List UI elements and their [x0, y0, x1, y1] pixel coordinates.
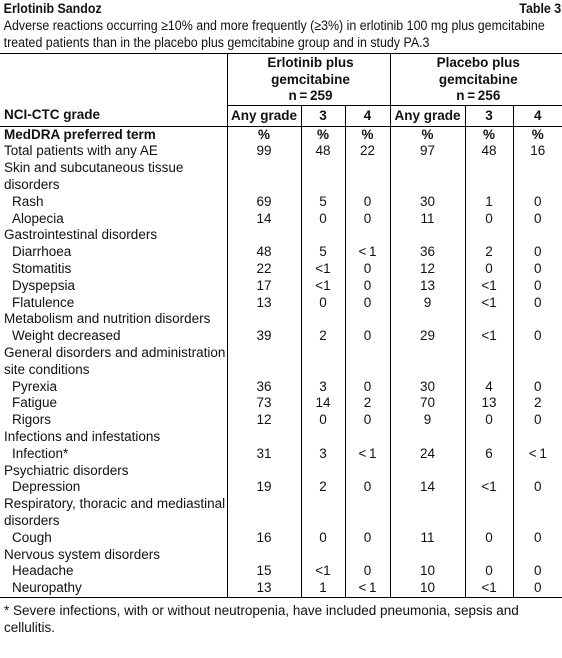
erlotinib-any-grade-header: Any grade — [227, 105, 301, 126]
value-cell: 17 — [227, 278, 301, 295]
value-cell: 13 — [390, 278, 465, 295]
row-label: Diarrhoea — [12, 244, 72, 260]
value-cell: 1 — [465, 194, 513, 211]
category-row — [0, 160, 562, 194]
unit-cell: % — [227, 126, 301, 143]
empty-cell — [390, 496, 465, 530]
value-cell: 9 — [390, 295, 465, 312]
category-label: Skin and subcutaneous tissue disorders — [4, 160, 184, 193]
empty-cell — [390, 160, 465, 194]
value-cell: 0 — [513, 563, 562, 580]
value-cell: 5 — [301, 244, 345, 261]
value-cell: 15 — [227, 563, 301, 580]
value-cell: <1 — [301, 563, 345, 580]
empty-cell — [513, 311, 562, 328]
category-label: Gastrointestinal disorders — [4, 227, 158, 243]
value-cell: <1 — [465, 479, 513, 496]
value-cell: 0 — [513, 194, 562, 211]
placebo-grade3-header: 3 — [465, 105, 513, 126]
empty-cell — [227, 227, 301, 244]
category-label: Infections and infestations — [4, 429, 161, 445]
document-header — [0, 0, 562, 18]
value-cell: 73 — [227, 395, 301, 412]
empty-cell — [513, 547, 562, 564]
empty-cell — [345, 345, 390, 379]
value-cell: 0 — [513, 530, 562, 547]
value-cell: 0 — [465, 563, 513, 580]
value-cell: <1 — [465, 278, 513, 295]
term-row — [0, 126, 562, 143]
row-label: Neuropathy — [12, 580, 82, 596]
empty-cell — [345, 496, 390, 530]
row-label: Total patients with any AE — [4, 143, 158, 159]
empty-cell — [227, 311, 301, 328]
value-cell: 2 — [301, 328, 345, 345]
value-cell: 3 — [301, 446, 345, 463]
empty-cell — [513, 496, 562, 530]
empty-cell — [227, 345, 301, 379]
row-label: Headache — [12, 563, 74, 579]
row-label: Fatigue — [12, 395, 58, 411]
category-label: Metabolism and nutrition disorders — [4, 311, 211, 327]
value-cell: 0 — [345, 479, 390, 496]
value-cell: 12 — [390, 261, 465, 278]
value-cell: 0 — [465, 261, 513, 278]
empty-cell — [345, 160, 390, 194]
value-cell: 0 — [345, 563, 390, 580]
group-header-row — [0, 54, 562, 105]
empty-cell — [227, 496, 301, 530]
empty-cell — [345, 311, 390, 328]
empty-cell — [301, 345, 345, 379]
empty-cell — [513, 345, 562, 379]
table-body — [0, 126, 562, 597]
empty-cell — [513, 227, 562, 244]
empty-cell — [465, 227, 513, 244]
unit-cell: % — [465, 126, 513, 143]
value-cell: 30 — [390, 379, 465, 396]
value-cell: 0 — [513, 379, 562, 396]
empty-cell — [465, 429, 513, 446]
value-cell: 0 — [345, 328, 390, 345]
value-cell: 16 — [227, 530, 301, 547]
row-label: Infection* — [12, 445, 69, 461]
empty-cell — [390, 429, 465, 446]
empty-cell — [465, 463, 513, 480]
empty-cell — [513, 160, 562, 194]
value-cell: 13 — [227, 580, 301, 597]
value-cell: 0 — [345, 194, 390, 211]
row-label: Dyspepsia — [12, 277, 76, 293]
value-cell: 14 — [301, 395, 345, 412]
value-cell: 99 — [227, 143, 301, 160]
category-row — [0, 345, 562, 379]
empty-cell — [227, 463, 301, 480]
empty-cell — [465, 547, 513, 564]
empty-cell — [513, 463, 562, 480]
category-row — [0, 547, 562, 564]
value-cell: < 1 — [345, 244, 390, 261]
value-cell: 0 — [301, 530, 345, 547]
value-cell: 22 — [345, 143, 390, 160]
empty-cell — [465, 345, 513, 379]
empty-cell — [301, 463, 345, 480]
table-row — [0, 278, 562, 295]
value-cell: 0 — [345, 379, 390, 396]
value-cell: 10 — [390, 563, 465, 580]
value-cell: 0 — [513, 211, 562, 228]
value-cell: 48 — [465, 143, 513, 160]
empty-cell — [301, 429, 345, 446]
table-row — [0, 328, 562, 345]
empty-cell — [345, 463, 390, 480]
empty-cell — [390, 547, 465, 564]
value-cell: 6 — [465, 446, 513, 463]
table-row — [0, 295, 562, 312]
table-row — [0, 244, 562, 261]
value-cell: 0 — [513, 261, 562, 278]
empty-cell — [390, 463, 465, 480]
value-cell: 0 — [345, 530, 390, 547]
value-cell: 0 — [345, 261, 390, 278]
value-cell: 36 — [390, 244, 465, 261]
table-row — [0, 194, 562, 211]
value-cell: 97 — [390, 143, 465, 160]
value-cell: 9 — [390, 412, 465, 429]
category-label: Psychiatric disorders — [4, 462, 129, 478]
unit-cell: % — [345, 126, 390, 143]
value-cell: 30 — [390, 194, 465, 211]
value-cell: 0 — [513, 295, 562, 312]
placebo-group-header — [390, 54, 562, 105]
erlotinib-group-line1: Erlotinib plus — [267, 55, 354, 71]
value-cell: 0 — [465, 211, 513, 228]
value-cell: 13 — [227, 295, 301, 312]
value-cell: 48 — [301, 143, 345, 160]
value-cell: 10 — [390, 580, 465, 597]
empty-cell — [227, 160, 301, 194]
empty-cell — [301, 311, 345, 328]
empty-cell — [345, 227, 390, 244]
value-cell: < 1 — [513, 446, 562, 463]
row-label: Cough — [12, 529, 52, 545]
value-cell: 13 — [465, 395, 513, 412]
unit-cell: % — [301, 126, 345, 143]
value-cell: 12 — [227, 412, 301, 429]
value-cell: 16 — [513, 143, 562, 160]
value-cell: 2 — [465, 244, 513, 261]
empty-cell — [513, 429, 562, 446]
table-row — [0, 412, 562, 429]
value-cell: <1 — [301, 261, 345, 278]
empty-cell — [390, 311, 465, 328]
value-cell: <1 — [465, 580, 513, 597]
value-cell: <1 — [301, 278, 345, 295]
row-label: Rash — [12, 193, 44, 209]
empty-cell — [345, 429, 390, 446]
erlotinib-group-line2: gemcitabine — [271, 71, 350, 87]
value-cell: < 1 — [345, 580, 390, 597]
empty-cell — [465, 160, 513, 194]
value-cell: 0 — [513, 479, 562, 496]
table-row — [0, 211, 562, 228]
table-row — [0, 446, 562, 463]
value-cell: 22 — [227, 261, 301, 278]
empty-cell — [227, 429, 301, 446]
table-footnote: * Severe infections, with or without neutropenia, have included pneumonia, sepsis and cellulitis. — [4, 603, 519, 635]
value-cell: 2 — [345, 395, 390, 412]
value-cell: 1 — [301, 580, 345, 597]
table-row — [0, 563, 562, 580]
value-cell: 0 — [345, 412, 390, 429]
table-row — [0, 479, 562, 496]
grade-header-label: NCI-CTC grade — [0, 105, 227, 126]
value-cell: <1 — [465, 328, 513, 345]
value-cell: 14 — [390, 479, 465, 496]
value-cell: < 1 — [345, 446, 390, 463]
value-cell: 5 — [301, 194, 345, 211]
value-cell: 11 — [390, 211, 465, 228]
category-row — [0, 311, 562, 328]
value-cell: 0 — [465, 530, 513, 547]
table-row — [0, 395, 562, 412]
value-cell: 0 — [513, 278, 562, 295]
table-number: Table 3 — [519, 1, 562, 16]
erlotinib-grade4-header: 4 — [345, 105, 390, 126]
erlotinib-group-header — [227, 54, 390, 105]
grade-header-row — [0, 105, 562, 126]
value-cell: 24 — [390, 446, 465, 463]
value-cell: 0 — [301, 211, 345, 228]
term-label: MedDRA preferred term — [4, 126, 156, 142]
placebo-group-line1: Placebo plus — [436, 55, 520, 71]
table-row — [0, 261, 562, 278]
row-label: Pyrexia — [12, 378, 58, 394]
value-cell: 0 — [513, 580, 562, 597]
adverse-reactions-table — [0, 54, 562, 598]
category-label: Respiratory, thoracic and mediastinal disorders — [4, 496, 226, 529]
value-cell: 4 — [465, 379, 513, 396]
category-row — [0, 227, 562, 244]
value-cell: 0 — [345, 211, 390, 228]
empty-cell — [390, 227, 465, 244]
value-cell: 70 — [390, 395, 465, 412]
value-cell: <1 — [465, 295, 513, 312]
value-cell: 31 — [227, 446, 301, 463]
drug-title: Erlotinib Sandoz — [3, 1, 102, 16]
value-cell: 0 — [465, 412, 513, 429]
category-row — [0, 429, 562, 446]
category-row — [0, 496, 562, 530]
empty-header-cell — [0, 54, 227, 105]
value-cell: 14 — [227, 211, 301, 228]
value-cell: 0 — [513, 244, 562, 261]
unit-cell: % — [390, 126, 465, 143]
value-cell: 48 — [227, 244, 301, 261]
category-label: General disorders and administration site conditions — [4, 345, 226, 377]
table-row — [0, 580, 562, 597]
value-cell: 69 — [227, 194, 301, 211]
row-label: Flatulence — [12, 294, 75, 310]
empty-cell — [390, 345, 465, 379]
table-row — [0, 143, 562, 160]
category-label: Nervous system disorders — [4, 546, 161, 562]
erlotinib-grade3-header: 3 — [301, 105, 345, 126]
value-cell: 36 — [227, 379, 301, 396]
value-cell: 2 — [513, 395, 562, 412]
placebo-group-line2: gemcitabine — [438, 71, 518, 87]
value-cell: 11 — [390, 530, 465, 547]
empty-cell — [301, 547, 345, 564]
empty-cell — [301, 227, 345, 244]
category-row — [0, 463, 562, 480]
table-caption: Adverse reactions occurring ≥10% and more frequently (≥3%) in erlotinib 100 mg plus gemcitabine treated patients than in the placebo plus gemcitabine group and in study PA.3 — [3, 17, 545, 50]
empty-cell — [301, 160, 345, 194]
row-label: Depression — [12, 479, 81, 495]
empty-cell — [301, 496, 345, 530]
empty-cell — [345, 547, 390, 564]
value-cell: 0 — [345, 295, 390, 312]
row-label: Stomatitis — [12, 261, 72, 277]
value-cell: 39 — [227, 328, 301, 345]
empty-cell — [227, 547, 301, 564]
value-cell: 0 — [513, 328, 562, 345]
value-cell: 0 — [301, 295, 345, 312]
value-cell: 2 — [301, 479, 345, 496]
table-row — [0, 379, 562, 396]
erlotinib-group-n: n = 259 — [288, 88, 333, 104]
value-cell: 0 — [513, 412, 562, 429]
table-row — [0, 530, 562, 547]
row-label: Weight decreased — [12, 328, 121, 344]
unit-cell: % — [513, 126, 562, 143]
empty-cell — [465, 311, 513, 328]
placebo-any-grade-header: Any grade — [390, 105, 465, 126]
placebo-group-n: n = 256 — [456, 88, 501, 104]
placebo-grade4-header: 4 — [513, 105, 562, 126]
value-cell: 19 — [227, 479, 301, 496]
empty-cell — [465, 496, 513, 530]
row-label: Rigors — [12, 412, 52, 428]
value-cell: 3 — [301, 379, 345, 396]
row-label: Alopecia — [12, 210, 64, 226]
value-cell: 29 — [390, 328, 465, 345]
value-cell: 0 — [301, 412, 345, 429]
value-cell: 0 — [345, 278, 390, 295]
